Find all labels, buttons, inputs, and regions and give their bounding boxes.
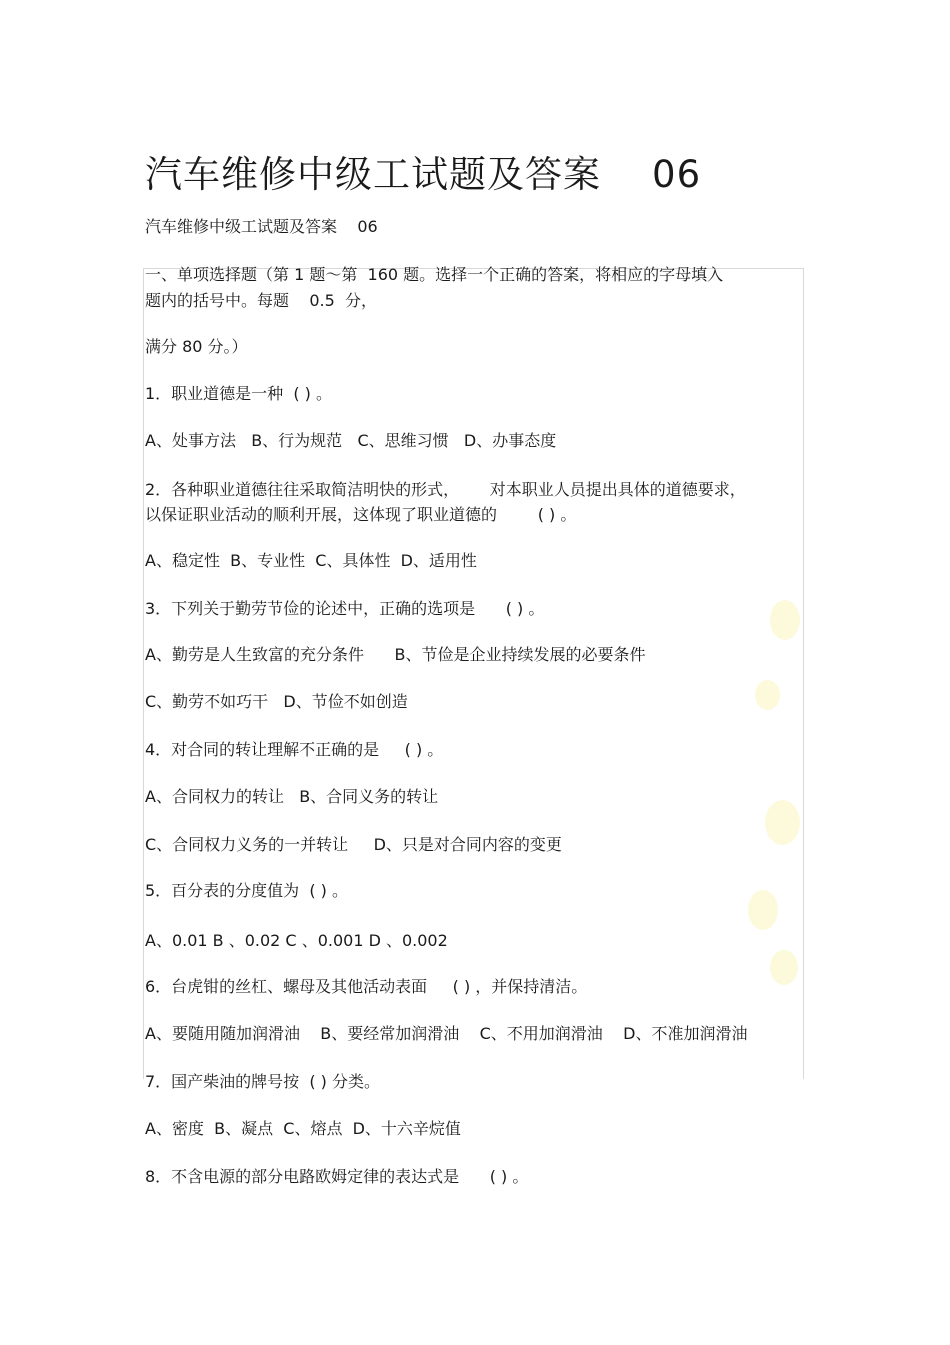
- question-3-options-b: C、勤劳不如巧干 D、节俭不如创造: [145, 692, 408, 711]
- question-2-line-1: 2．各种职业道德往往采取简洁明快的形式， 对本职业人员提出具体的道德要求，: [145, 480, 746, 499]
- section-intro-line-2: 题内的括号中。每题 0.5 分，: [145, 291, 377, 310]
- document-subtitle: 汽车维修中级工试题及答案 06: [145, 217, 378, 236]
- scan-stain: [770, 950, 798, 985]
- question-5-options: A、0.01 B 、0.02 C 、0.001 D 、0.002: [145, 931, 448, 950]
- question-6-options: A、要随用随加润滑油 B、要经常加润滑油 C、不用加润滑油 D、不准加润滑油: [145, 1024, 748, 1043]
- question-4-options-b: C、合同权力义务的一并转让 D、只是对合同内容的变更: [145, 835, 562, 854]
- frame-border-left: [143, 268, 144, 1079]
- question-3: 3．下列关于勤劳节俭的论述中，正确的选项是 ( ) 。: [145, 599, 545, 618]
- scan-stain: [755, 680, 780, 710]
- document-title: 汽车维修中级工试题及答案 06: [145, 153, 702, 196]
- scan-stain: [770, 600, 800, 640]
- question-7: 7．国产柴油的牌号按 ( ) 分类。: [145, 1072, 381, 1091]
- scan-stain: [765, 800, 800, 845]
- question-2-line-2: 以保证职业活动的顺利开展，这体现了职业道德的 ( ) 。: [145, 505, 577, 524]
- scan-stain: [748, 890, 778, 930]
- question-2-options: A、稳定性 B、专业性 C、具体性 D、适用性: [145, 551, 477, 570]
- question-5: 5．百分表的分度值为 ( ) 。: [145, 881, 349, 900]
- question-3-options-a: A、勤劳是人生致富的充分条件 B、节俭是企业持续发展的必要条件: [145, 645, 646, 664]
- frame-border-right: [803, 268, 804, 1079]
- section-intro-line-1: 一、单项选择题（第 1 题～第 160 题。选择一个正确的答案，将相应的字母填入: [145, 265, 724, 284]
- question-1-options: A、处事方法 B、行为规范 C、思维习惯 D、办事态度: [145, 431, 557, 450]
- question-4-options-a: A、合同权力的转让 B、合同义务的转让: [145, 787, 439, 806]
- question-8: 8．不含电源的部分电路欧姆定律的表达式是 ( ) 。: [145, 1167, 529, 1186]
- question-7-options: A、密度 B、凝点 C、熔点 D、十六辛烷值: [145, 1119, 461, 1138]
- section-intro-line-3: 满分 80 分。）: [145, 337, 248, 356]
- question-1: 1．职业道德是一种 ( ) 。: [145, 384, 333, 403]
- question-4: 4．对合同的转让理解不正确的是 ( ) 。: [145, 740, 444, 759]
- question-6: 6．台虎钳的丝杠、螺母及其他活动表面 ( ) ，并保持清洁。: [145, 977, 588, 996]
